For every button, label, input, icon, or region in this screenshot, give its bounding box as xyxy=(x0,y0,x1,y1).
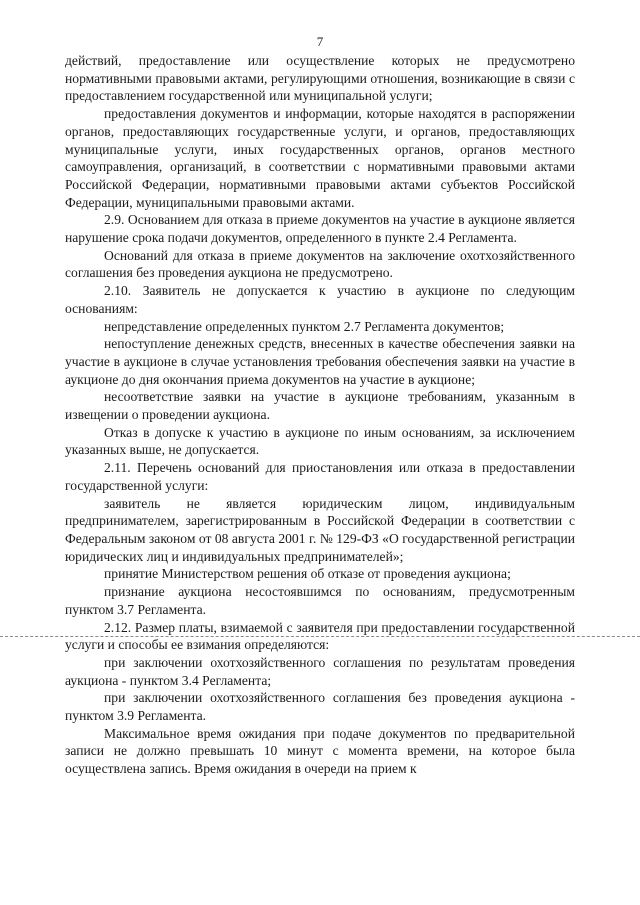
paragraph: при заключении охотхозяйственного соглашения без проведения аукциона - пунктом 3.9 Регламента. xyxy=(65,690,575,724)
paragraph: предоставления документов и информации, которые находятся в распоряжении органов, предоставляющих государственные услуги, и органов, предоставляющих муниципальные услуги, иных государственных органов, органов местного самоуправления, организаций, в соответствии с нормативными правовыми актами Российской Федерации, нормативными правовыми актами субъектов Российской Федерации, муниципальными правовыми актами. xyxy=(65,106,575,210)
paragraph: Оснований для отказа в приеме документов на заключение охотхозяйственного соглашения без проведения аукциона не предусмотрено. xyxy=(65,247,575,281)
paragraph: 2.11. Перечень оснований для приостановления или отказа в предоставлении государственной услуги: xyxy=(65,460,575,493)
paragraph: заявитель не является юридическим лицом, индивидуальным предпринимателем, зарегистрированным в Российской Федерации в соответствии с Федеральным законом от 08 августа 2001 г. № 129-ФЗ «О государственной регистрации юридических лиц и индивидуальных предпринимателей»; xyxy=(65,495,575,564)
page-number: 7 xyxy=(316,34,324,49)
paragraph: несоответствие заявки на участие в аукционе требованиям, указанным в извещении о проведении аукциона. xyxy=(65,389,575,423)
paragraph: Отказ в допуске к участию в аукционе по иным основаниям, за исключением указанных выше, не допускается. xyxy=(65,424,575,458)
paragraph: 2.9. Основанием для отказа в приеме документов на участие в аукционе является нарушение срока подачи документов, определенного в пункте 2.4 Регламента. xyxy=(65,212,575,246)
paragraph: 2.12. Размер платы, взимаемой с заявителя при предоставлении государственной услуги и способы ее взимания определяются: xyxy=(65,619,575,653)
scan-artifact-line xyxy=(0,636,640,637)
document-body xyxy=(65,52,575,778)
paragraph: 2.10. Заявитель не допускается к участию в аукционе по следующим основаниям: xyxy=(65,283,575,316)
paragraph: непредставление определенных пунктом 2.7 Регламента документов; xyxy=(104,318,505,334)
paragraph: признание аукциона несостоявшимся по основаниям, предусмотренным пунктом 3.7 Регламента. xyxy=(65,584,575,617)
paragraph: при заключении охотхозяйственного соглашения по результатам проведения аукциона - пунктом 3.4 Регламента; xyxy=(65,654,575,688)
paragraph: принятие Министерством решения об отказе от проведения аукциона; xyxy=(104,566,511,582)
paragraph: непоступление денежных средств, внесенных в качестве обеспечения заявки на участие в аукционе в случае установления требования обеспечения заявки на участие в аукционе до дня окончания приема документов на участие в аукционе; xyxy=(65,336,575,387)
paragraph: Максимальное время ожидания при подаче документов по предварительной записи не должно превышать 10 минут с момента времени, на которое была осуществлена запись. Время ожидания в очереди на прием к xyxy=(65,725,575,777)
paragraph: действий, предоставление или осуществление которых не предусмотрено нормативными правовыми актами, регулирующими отношения, возникающие в связи с предоставлением государственной или муниципальной услуги; xyxy=(65,53,575,104)
